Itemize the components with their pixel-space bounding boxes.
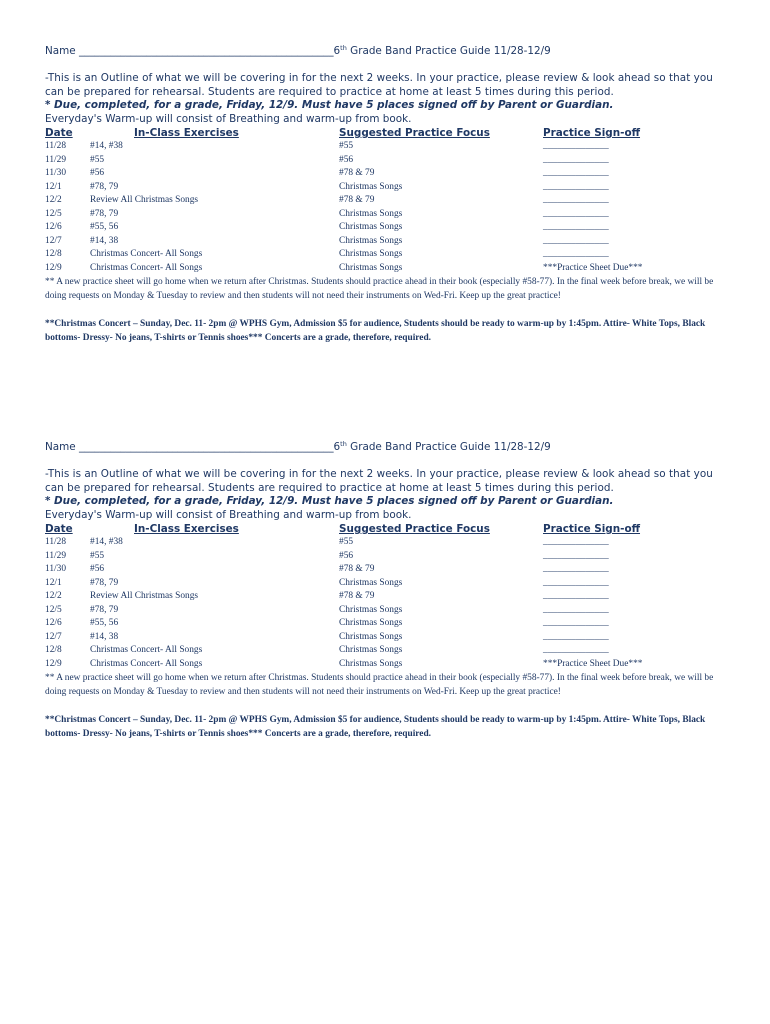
row-focus: Christmas Songs — [339, 618, 403, 628]
schedule-table — [45, 126, 735, 275]
row-signoff: ______________ — [543, 631, 609, 642]
row-date: 11/28 — [45, 537, 67, 547]
row-date: 11/28 — [45, 141, 67, 151]
row-focus: #78 & 79 — [339, 591, 375, 601]
table-row — [45, 154, 735, 168]
schedule-table — [45, 522, 735, 671]
row-focus: Christmas Songs — [339, 604, 403, 615]
table-row — [45, 536, 735, 550]
table-row — [45, 235, 735, 249]
row-focus: Christmas Songs — [339, 631, 403, 642]
practice-guide-2 — [45, 440, 735, 741]
header-exercises: In-Class Exercises — [134, 127, 239, 139]
name-blank: _________________________________________________ — [78, 45, 334, 57]
row-focus: Christmas Songs — [339, 181, 403, 192]
row-date: 11/29 — [45, 550, 67, 561]
intro-text: -This is an Outline of what we will be covering in for the next 2 weeks. In your practice, please review & look ahead so that you can be prepared for rehearsal. Students are required to practice at home at least 5 times during this period. — [45, 72, 713, 98]
table-row — [45, 590, 735, 604]
table-row — [45, 248, 735, 262]
due-notice: * Due, completed, for a grade, Friday, 12/9. Must have 5 places signed off by Parent or Guardian. — [45, 99, 614, 111]
header-focus: Suggested Practice Focus — [339, 127, 490, 139]
row-signoff: ______________ — [543, 537, 609, 547]
row-exercises: Christmas Concert- All Songs — [90, 249, 203, 259]
table-row — [45, 604, 735, 618]
table-row — [45, 563, 735, 577]
header-date: Date — [45, 523, 73, 535]
row-signoff: ______________ — [543, 591, 609, 601]
row-date: 12/6 — [45, 222, 62, 232]
row-focus: Christmas Songs — [339, 249, 403, 259]
guide-title: Grade Band Practice Guide 11/28-12/9 — [346, 441, 551, 453]
row-signoff: ______________ — [543, 235, 609, 246]
row-exercises: #55 — [90, 550, 105, 561]
title-superscript: th — [340, 440, 347, 448]
table-header — [45, 522, 735, 536]
table-row — [45, 140, 735, 154]
concert-notice: **Christmas Concert – Sunday, Dec. 11- 2pm @ WPHS Gym, Admission $5 for audience, Students should be ready to warm-up by 1:45pm. Attire- White Tops, Black bottoms- Dressy- No jeans, T-shirts or Tennis shoes*** Concerts are a grade, therefore, required. — [45, 715, 706, 739]
table-row — [45, 208, 735, 222]
row-date: 11/30 — [45, 168, 67, 178]
row-focus: Christmas Songs — [339, 658, 403, 669]
row-signoff: ______________ — [543, 645, 609, 655]
practice-note: ** A new practice sheet will go home when we return after Christmas. Students should practice ahead in their book (especially #58-77). In the final week before break, we will be doing requests on Monday & Tuesday to review and then students will not need their instruments on Wed-Fri. Keep up the great practice! — [45, 277, 714, 301]
table-row — [45, 221, 735, 235]
row-focus: Christmas Songs — [339, 577, 403, 588]
due-notice: * Due, completed, for a grade, Friday, 12/9. Must have 5 places signed off by Parent or Guardian. — [45, 495, 614, 507]
row-focus: Christmas Songs — [339, 208, 403, 219]
row-signoff: ______________ — [543, 195, 609, 205]
row-focus: #55 — [339, 141, 354, 151]
row-date: 12/1 — [45, 181, 62, 192]
row-exercises: #14, #38 — [90, 537, 123, 547]
row-exercises: #56 — [90, 564, 105, 574]
header-signoff: Practice Sign-off — [543, 523, 641, 535]
row-date: 12/7 — [45, 235, 62, 246]
warmup-text: Everyday's Warm-up will consist of Breathing and warm-up from book. — [45, 112, 412, 125]
row-signoff: ______________ — [543, 577, 609, 588]
table-row — [45, 167, 735, 181]
row-signoff: ______________ — [543, 168, 609, 178]
header-exercises: In-Class Exercises — [134, 523, 239, 535]
row-exercises: Christmas Concert- All Songs — [90, 645, 203, 655]
row-focus: Christmas Songs — [339, 645, 403, 655]
row-focus: #56 — [339, 154, 354, 165]
table-row — [45, 658, 735, 672]
row-signoff: ______________ — [543, 154, 609, 165]
concert-notice: **Christmas Concert – Sunday, Dec. 11- 2pm @ WPHS Gym, Admission $5 for audience, Students should be ready to warm-up by 1:45pm. Attire- White Tops, Black bottoms- Dressy- No jeans, T-shirts or Tennis shoes*** Concerts are a grade, therefore, required. — [45, 319, 706, 343]
warmup-text: Everyday's Warm-up will consist of Breathing and warm-up from book. — [45, 508, 412, 521]
table-row — [45, 644, 735, 658]
row-focus: #78 & 79 — [339, 168, 375, 178]
row-signoff: ***Practice Sheet Due*** — [543, 658, 643, 669]
name-title-line — [45, 440, 735, 454]
name-title-line — [45, 44, 735, 58]
table-row — [45, 631, 735, 645]
name-label: Name — [45, 441, 76, 453]
row-exercises: #56 — [90, 168, 105, 178]
row-signoff: ______________ — [543, 564, 609, 574]
header-date: Date — [45, 127, 73, 139]
row-exercises: #78, 79 — [90, 208, 119, 219]
row-date: 12/7 — [45, 631, 62, 642]
row-date: 12/8 — [45, 249, 62, 259]
row-exercises: #14, 38 — [90, 235, 119, 246]
row-signoff: ______________ — [543, 604, 609, 615]
row-exercises: Christmas Concert- All Songs — [90, 658, 203, 669]
name-label: Name — [45, 45, 76, 57]
table-row — [45, 181, 735, 195]
intro-text: -This is an Outline of what we will be covering in for the next 2 weeks. In your practice, please review & look ahead so that you can be prepared for rehearsal. Students are required to practice at home at least 5 times during this period. — [45, 468, 713, 494]
table-row — [45, 550, 735, 564]
row-focus: Christmas Songs — [339, 235, 403, 246]
row-date: 11/30 — [45, 564, 67, 574]
row-signoff: ______________ — [543, 222, 609, 232]
row-signoff: ______________ — [543, 550, 609, 561]
practice-note: ** A new practice sheet will go home when we return after Christmas. Students should practice ahead in their book (especially #58-77). In the final week before break, we will be doing requests on Monday & Tuesday to review and then students will not need their instruments on Wed-Fri. Keep up the great practice! — [45, 673, 714, 697]
row-exercises: #14, #38 — [90, 141, 123, 151]
row-exercises: #78, 79 — [90, 577, 119, 588]
row-exercises: #78, 79 — [90, 604, 119, 615]
row-signoff: ______________ — [543, 181, 609, 192]
row-focus: #55 — [339, 537, 354, 547]
name-blank: _________________________________________________ — [78, 441, 334, 453]
row-date: 12/9 — [45, 262, 62, 273]
header-focus: Suggested Practice Focus — [339, 523, 490, 535]
row-exercises: #14, 38 — [90, 631, 119, 642]
practice-guide-1 — [45, 44, 735, 345]
row-focus: Christmas Songs — [339, 222, 403, 232]
row-signoff: ______________ — [543, 208, 609, 219]
title-grade-number: 6 — [333, 441, 341, 453]
row-date: 12/1 — [45, 577, 62, 588]
row-exercises: #55, 56 — [90, 222, 119, 232]
table-row — [45, 262, 735, 276]
row-date: 11/29 — [45, 154, 67, 165]
row-date: 12/8 — [45, 645, 62, 655]
row-signoff: ______________ — [543, 249, 609, 259]
row-date: 12/5 — [45, 604, 62, 615]
row-date: 12/2 — [45, 195, 62, 205]
header-signoff: Practice Sign-off — [543, 127, 641, 139]
row-exercises: Christmas Concert- All Songs — [90, 262, 203, 273]
guide-title: Grade Band Practice Guide 11/28-12/9 — [346, 45, 551, 57]
row-exercises: #55 — [90, 154, 105, 165]
row-exercises: #78, 79 — [90, 181, 119, 192]
row-date: 12/2 — [45, 591, 62, 601]
row-date: 12/5 — [45, 208, 62, 219]
row-focus: Christmas Songs — [339, 262, 403, 273]
row-focus: #56 — [339, 550, 354, 561]
table-row — [45, 617, 735, 631]
row-focus: #78 & 79 — [339, 195, 375, 205]
table-row — [45, 194, 735, 208]
title-superscript: th — [340, 44, 347, 52]
table-row — [45, 577, 735, 591]
row-date: 12/6 — [45, 618, 62, 628]
row-date: 12/9 — [45, 658, 62, 669]
row-signoff: ***Practice Sheet Due*** — [543, 262, 643, 273]
row-exercises: #55, 56 — [90, 618, 119, 628]
row-exercises: Review All Christmas Songs — [90, 591, 199, 601]
table-header — [45, 126, 735, 140]
title-grade-number: 6 — [333, 45, 341, 57]
row-signoff: ______________ — [543, 618, 609, 628]
row-exercises: Review All Christmas Songs — [90, 195, 199, 205]
row-focus: #78 & 79 — [339, 564, 375, 574]
row-signoff: ______________ — [543, 141, 609, 151]
